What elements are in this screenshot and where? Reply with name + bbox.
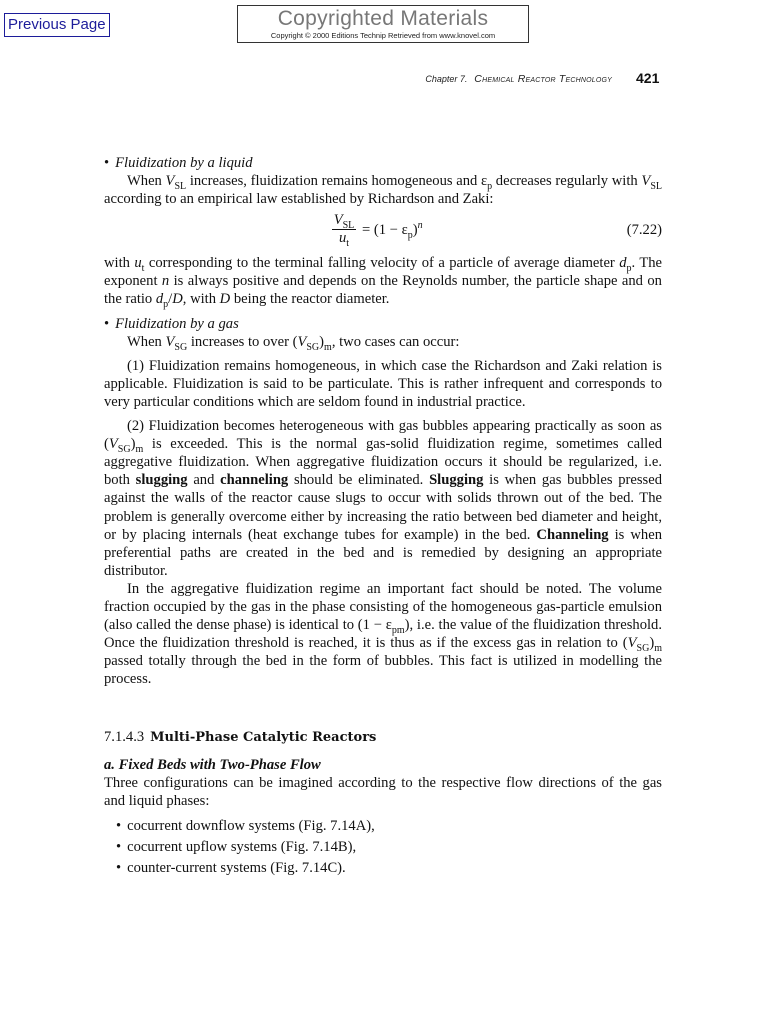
- liquid-paragraph-2: with $u_t$ corresponding to the terminal falling velocity of a particle of average diameter $d_p$. The exponent n is always positive and depends on the Reynolds number, the particle shape and on the ratio $d_p/D$, with D being the reactor diameter.: [104, 255, 663, 311]
- equation-number: (7.22): [626, 222, 662, 239]
- equation-rhs: = $(1 - \varepsilon_p)^n$: [362, 220, 423, 242]
- page-number: 421: [636, 70, 660, 86]
- case-2-paragraph: (2) Fluidization becomes heterogeneous with gas bubbles appearing practically as soon as $(V_{SG})_m$ is exceeded. This is the normal gas-solid fluidization regime, sometimes called aggregative fluidization. When aggregative fluidization occurs it should be regularized, i.e. both slugging and channeling should be eliminated. Slugging is when gas bubbles pressed against the walls of the reactor cause slugs to occur with solids thrown out of the bed. The problem is generally overcome either by increasing the ratio between bed diameter and height, or by placing internals (heat exchange tubes for example) in the bed. Channeling is when preferential paths are created in the bed and is remedied by designing an appropriate distributor.: [104, 418, 662, 579]
- previous-page-button[interactable]: Previous Page: [4, 13, 110, 37]
- subsection-heading: a. Fixed Beds with Two-Phase Flow: [104, 756, 321, 773]
- configurations-paragraph: Three configurations can be imagined according to the respective flow directions of the gas and liquid phases:: [104, 774, 662, 809]
- section-heading: 7.1.4.3 Multi-Phase Catalytic Reactors: [104, 729, 377, 746]
- chapter-title: Chemical Reactor Technology: [474, 73, 612, 85]
- list-item: • cocurrent upflow systems (Fig. 7.14B),: [116, 837, 662, 858]
- chapter-label: Chapter 7.: [425, 74, 468, 84]
- copyright-banner: [237, 5, 529, 43]
- running-head: [425, 73, 612, 85]
- liquid-paragraph-1: When $V_{SL}$ increases, fluidization remains homogeneous and $\varepsilon_p$ decreases regularly with $V_{SL}$ according to an empirical law established by Richardson and Zaki:: [104, 173, 662, 208]
- page-body: [104, 154, 662, 879]
- case-1-paragraph: (1) Fluidization remains homogeneous, in which case the Richardson and Zaki relation is applicable. Fluidization is said to be particulate. This is rather infrequent and corresponds to very particular conditions which are seldom found in industrial practice.: [104, 357, 662, 410]
- gas-paragraph-1: When $V_{SG}$ increases to over $(V_{SG})_m$, two cases can occur:: [127, 333, 460, 353]
- configurations-list: [104, 816, 662, 879]
- gas-heading: • Fluidization by a gas: [104, 315, 239, 332]
- copyright-title: Copyrighted Materials: [277, 7, 489, 30]
- copyright-subtitle: Copyright © 2000 Editions Technip Retrieved from www.knovel.com: [270, 31, 496, 40]
- equation-7-22: [104, 210, 662, 250]
- liquid-heading: • Fluidization by a liquid: [104, 155, 253, 171]
- equation-fraction: $V_{SL}$ $u_t$: [333, 212, 355, 250]
- aggregative-paragraph: In the aggregative fluidization regime an important fact should be noted. The volume fraction occupied by the gas in the phase consisting of the homogeneous gas-particle emulsion (also called the dense phase) is identical to $(1 - \varepsilon_{pm})$, i.e. the value of the fluidization threshold. Once the fluidization threshold is reached, it is thus as if the excess gas in relation to $(V_{SG})_m$ passed totally through the bed in the form of bubbles. This fact is utilized in modelling the process.: [104, 580, 662, 688]
- list-item: • cocurrent downflow systems (Fig. 7.14A),: [116, 816, 662, 837]
- list-item: • counter-current systems (Fig. 7.14C).: [116, 858, 662, 879]
